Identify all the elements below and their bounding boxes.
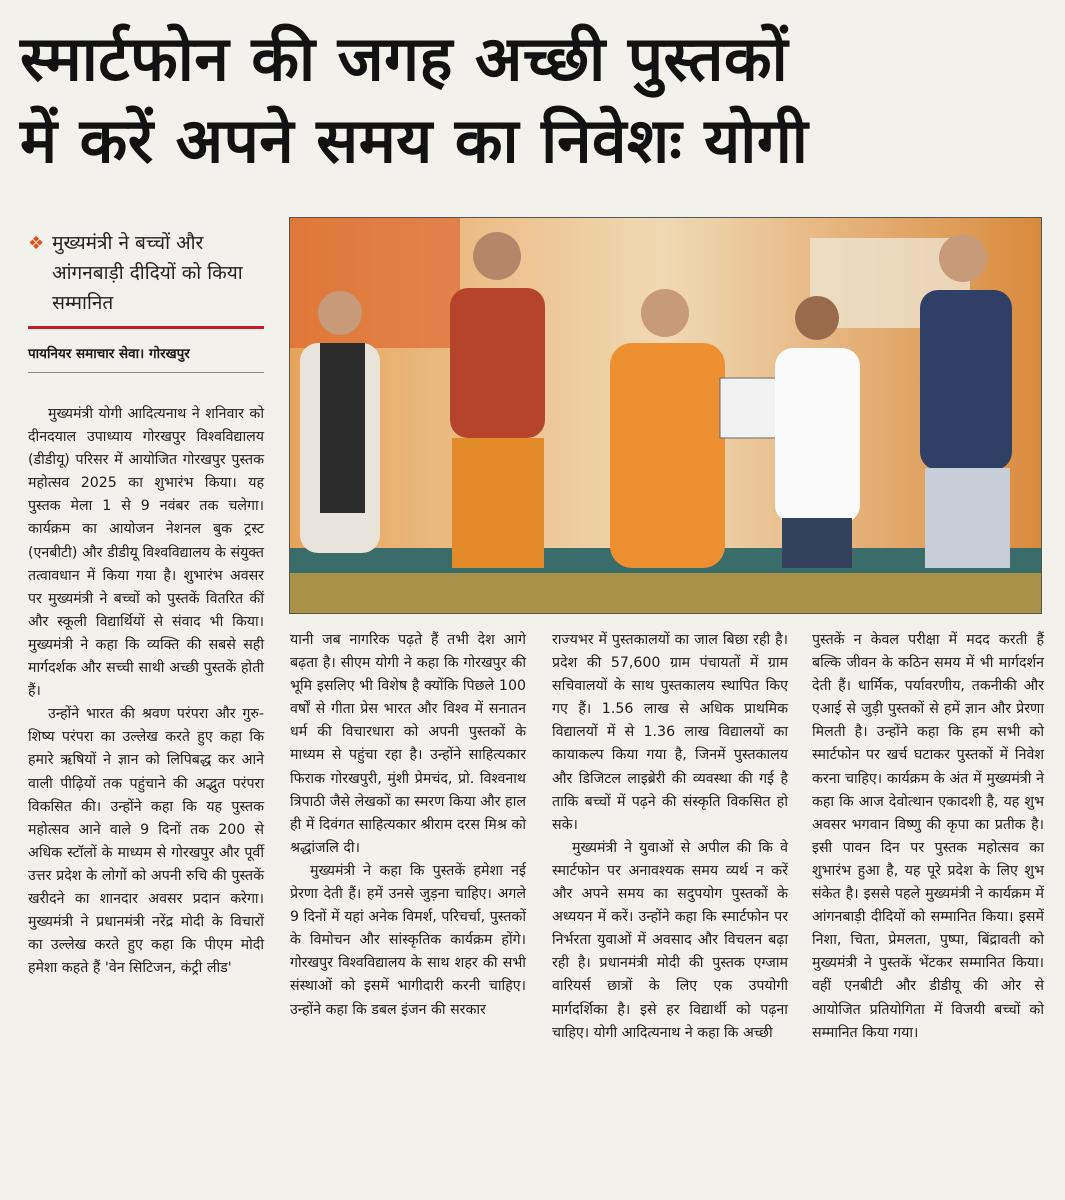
paragraph: मुख्यमंत्री योगी आदित्यनाथ ने शनिवार को दीनदयाल उपाध्याय गोरखपुर विश्वविद्यालय (डीडीयू) परिसर में आयोजित गोरखपुर पुस्तक महोत्सव 2025 का शुभारंभ किया। यह पुस्तक मेला 1 से 9 नवंबर तक चलेगा। कार्यक्रम का आयोजन नेशनल बुक ट्रस्ट (एनबीटी) और डीडीयू विश्वविद्यालय के संयुक्त तत्वावधान में किया गया है। शुभारंभ अवसर पर मुख्यमंत्री ने बच्चों को पुस्तकें वितरित कीं और स्कूली विद्यार्थियों से संवाद भी किया। मुख्यमंत्री ने कहा कि व्यक्ति की सबसे सही मार्गदर्शक और सच्ची साथी अच्छी पुस्तकें होती हैं।	[28, 406, 264, 700]
paragraph: पुस्तकें न केवल परीक्षा में मदद करती हैं बल्कि जीवन के कठिन समय में भी मार्गदर्शन देती हैं। धार्मिक, पर्यावरणीय, तकनीकी और एआई से जुड़ी पुस्तकों से हमें ज्ञान और प्रेरणा मिलती है। उन्होंने कहा कि हम सभी को स्मार्टफोन पर खर्च घटाकर पुस्तकों में निवेश करना चाहिए। कार्यक्रम के अंत में मुख्यमंत्री ने कहा कि आज देवोत्थान एकादशी है, यह शुभ अवसर भगवान विष्णु की कृपा का प्रतीक है। इसी पावन दिन पर पुस्तक महोत्सव का शुभारंभ हुआ है, यह पूरे प्रदेश के लिए शुभ संकेत है। इससे पहले मुख्यमंत्री ने कार्यक्रम में आंगनबाड़ी दीदियों को सम्मानित किया। इसमें निशा, चिता, प्रेमलता, पुष्पा, बिंद्रावती को मुख्यमंत्री ने पुस्तकें भेंटकर सम्मानित किया। वहीं एनबीटी और डीडीयू की ओर से आयोजित प्रतियोगिता में विजयी बच्चों को सम्मानित किया गया।	[812, 632, 1044, 1041]
headline-line-2: में करें अपने समय का निवेशः योगी	[20, 104, 809, 177]
byline: पायनियर समाचार सेवा। गोरखपुर	[28, 344, 264, 373]
paragraph: मुख्यमंत्री ने युवाओं से अपील की कि वे स्मार्टफोन पर अनावश्यक समय व्यर्थ न करें और अपने समय का सदुपयोग पुस्तकों के अध्ययन में करें। उन्होंने कहा कि स्मार्टफोन पर निर्भरता युवाओं में अवसाद और विचलन बढ़ा रही है। प्रधानमंत्री मोदी की पुस्तक एग्जाम वारियर्स छात्रों के लिए एक उपयोगी मार्गदर्शिका है। इसे हर विद्यार्थी को पढ़ना चाहिए। योगी आदित्यनाथ ने कहा कि अच्छी	[552, 839, 788, 1041]
event-photo-illustration	[290, 218, 1041, 613]
deck-text: मुख्यमंत्री ने बच्चों और आंगनबाड़ी दीदियों को किया सम्मानित	[52, 232, 243, 314]
deck	[28, 228, 264, 318]
paragraph: मुख्यमंत्री ने कहा कि पुस्तकें हमेशा नई प्रेरणा देती हैं। हमें उनसे जुड़ना चाहिए। अगले 9 दिनों में यहां अनेक विमर्श, परिचर्चा, पुस्तकों के विमोचन और सांस्कृतिक कार्यक्रम होंगे। गोरखपुर विश्वविद्यालय के साथ शहर की सभी संस्थाओं को इसमें भागीदारी करनी चाहिए। उन्होंने कहा कि डबल इंजन की सरकार	[290, 862, 526, 1018]
paragraph: उन्होंने भारत की श्रवण परंपरा और गुरु-शिष्य परंपरा का उल्लेख करते हुए कहा कि हमारे ऋषियों ने ज्ञान को लिपिबद्ध कर आने वाली पीढ़ियों तक पहुंचाने की अद्भुत परंपरा विकसित की। उन्होंने कहा कि यह पुस्तक महोत्सव आने वाले 9 दिनों तक 200 से अधिक स्टॉलों के माध्यम से गोरखपुर और पूर्वी उत्तर प्रदेश के लोगों को अपनी रुचि की पुस्तकें खरीदने का शानदार अवसर प्रदान करेगा। मुख्यमंत्री ने प्रधानमंत्री नरेंद्र मोदी के विचारों का उल्लेख करते हुए कहा कि पीएम मोदी हमेशा कहते हैं 'वेन सिटिजन, कंट्री लीड'	[28, 706, 264, 977]
paragraph: यानी जब नागरिक पढ़ते हैं तभी देश आगे बढ़ता है। सीएम योगी ने कहा कि गोरखपुर की भूमि इसलिए भी विशेष है क्योंकि पिछले 100 वर्षों से गीता प्रेस भारत और विश्व में सनातन धर्म की विचारधारा को अपनी पुस्तकों के माध्यम से पहुंचा रहा है। उन्होंने साहित्यकार फिराक गोरखपुरी, मुंशी प्रेमचंद, प्रो. विश्वनाथ त्रिपाठी जैसे लेखकों का स्मरण किया और हाल ही में दिवंगत साहित्यकार श्रीराम दरस मिश्र को श्रद्धांजलि दी।	[290, 632, 526, 856]
red-divider	[28, 326, 264, 329]
article-column-1	[28, 403, 264, 980]
article-column-4	[812, 629, 1044, 1045]
headline	[20, 18, 1045, 182]
article-column-3	[552, 629, 788, 1045]
diamond-bullet-icon: ❖	[28, 233, 45, 254]
event-photo	[289, 217, 1042, 614]
paragraph: राज्यभर में पुस्तकालयों का जाल बिछा रही है। प्रदेश की 57,600 ग्राम पंचायतों में ग्राम सचिवालयों के साथ पुस्तकालय स्थापित किए गए हैं। 1.56 लाख से अधिक प्राथमिक विद्यालयों में से 1.36 लाख विद्यालयों का कायाकल्प किया गया है, जिनमें पुस्तकालय और डिजिटल लाइब्रेरी की व्यवस्था की गई है ताकि बच्चों में पढ़ने की संस्कृति विकसित हो सके।	[552, 632, 788, 833]
article-column-2	[290, 629, 526, 1022]
headline-line-1: स्मार्टफोन की जगह अच्छी पुस्तकों	[20, 22, 789, 95]
